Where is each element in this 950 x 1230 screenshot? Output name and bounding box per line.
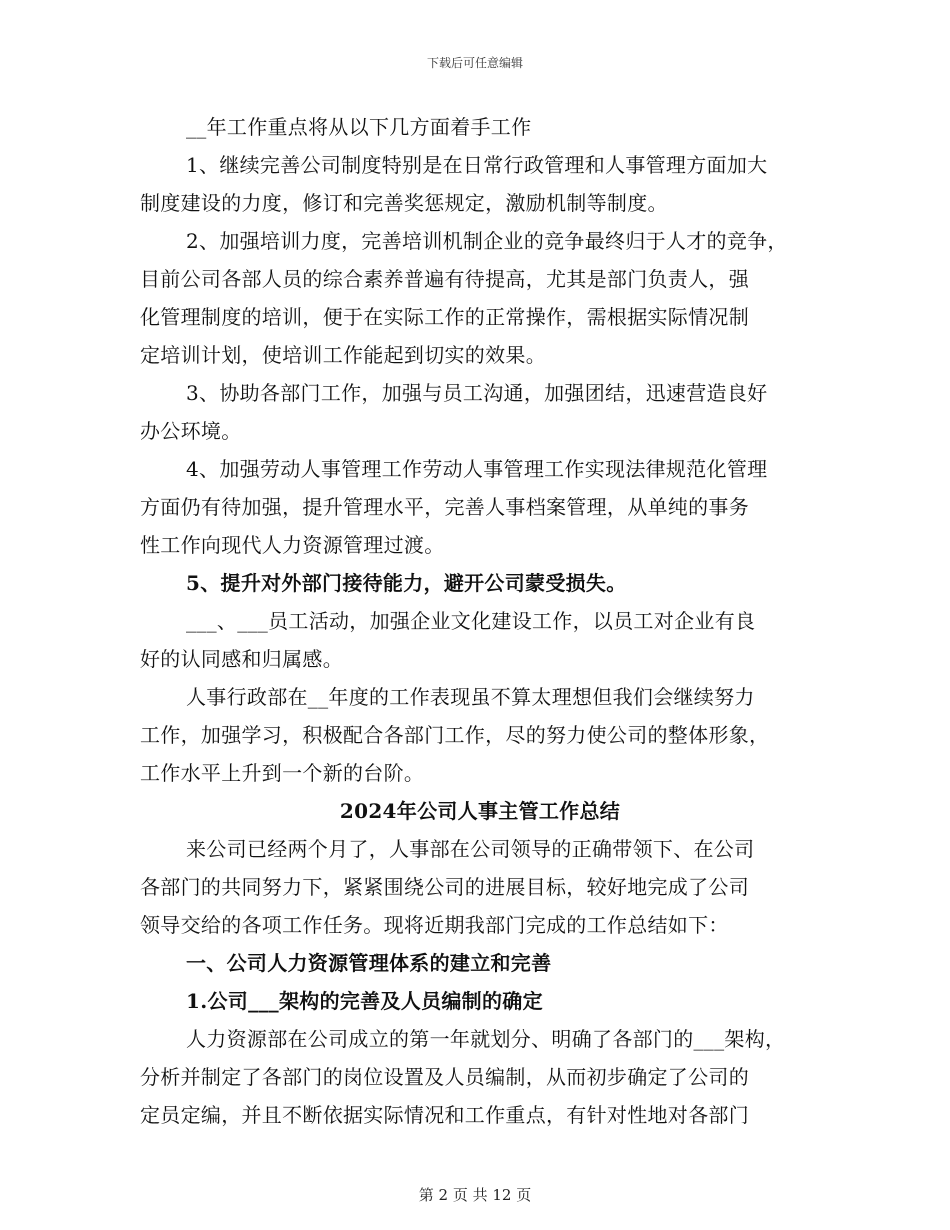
paragraph-line: ___、___员工活动，加强企业文化建设工作，以员工对企业有良 [186,609,756,633]
paragraph-line: 各部门的共同努力下，紧紧围绕公司的进展目标，较好地完成了公司 [140,875,749,899]
heading-level-1: 一、公司人力资源管理体系的建立和完善 [186,951,552,975]
paragraph-line: 办公环境。 [140,419,242,443]
paragraph-line: 定员定编，并且不断依据实际情况和工作重点，有针对性地对各部门 [140,1103,749,1127]
paragraph-line: 方面仍有待加强，提升管理水平，完善人事档案管理，从单纯的事务 [140,495,749,519]
paragraph-line: 1、继续完善公司制度特别是在日常行政管理和人事管理方面加大 [186,153,768,177]
paragraph-line: __年工作重点将从以下几方面着手工作 [186,115,532,139]
section-title: 2024年公司人事主管工作总结 [339,799,621,823]
paragraph-line: 来公司已经两个月了，人事部在公司领导的正确带领下、在公司 [186,837,755,861]
paragraph-line: 领导交给的各项工作任务。现将近期我部门完成的工作总结如下： [140,913,729,937]
paragraph-line: 化管理制度的培训，便于在实际工作的正常操作，需根据实际情况制 [140,305,749,329]
paragraph-line: 定培训计划，使培训工作能起到切实的效果。 [140,343,546,367]
paragraph-line: 分析并制定了各部门的岗位设置及人员编制，从而初步确定了公司的 [140,1065,749,1089]
paragraph-line: 目前公司各部人员的综合素养普遍有待提高，尤其是部门负责人，强 [140,267,749,291]
bold-heading-line: 5、提升对外部门接待能力，避开公司蒙受损失。 [186,571,627,595]
paragraph-line: 工作，加强学习，积极配合各部门工作，尽的努力使公司的整体形象， [140,723,770,747]
paragraph-line: 好的认同感和归属感。 [140,647,343,671]
document-body [140,108,820,1134]
paragraph-line: 性工作向现代人力资源管理过渡。 [140,533,445,557]
paragraph-line: 2、加强培训力度，完善培训机制企业的竞争最终归于人才的竞争， [186,229,788,253]
page-footer: 第 2 页 共 12 页 [418,1186,532,1204]
paragraph-line: 工作水平上升到一个新的台阶。 [140,761,425,785]
paragraph-line: 人力资源部在公司成立的第一年就划分、明确了各部门的___架构， [186,1027,786,1051]
paragraph-line: 3、协助各部门工作，加强与员工沟通，加强团结，迅速营造良好 [186,381,768,405]
paragraph-line: 制度建设的力度，修订和完善奖惩规定，激励机制等制度。 [140,191,668,215]
paragraph-line: 人事行政部在__年度的工作表现虽不算太理想但我们会继续努力 [186,685,755,709]
heading-level-2: 1.公司___架构的完善及人员编制的确定 [186,989,543,1013]
page-header: 下载后可任意编辑 [426,56,523,70]
paragraph-line: 4、加强劳动人事管理工作劳动人事管理工作实现法律规范化管理 [186,457,768,481]
